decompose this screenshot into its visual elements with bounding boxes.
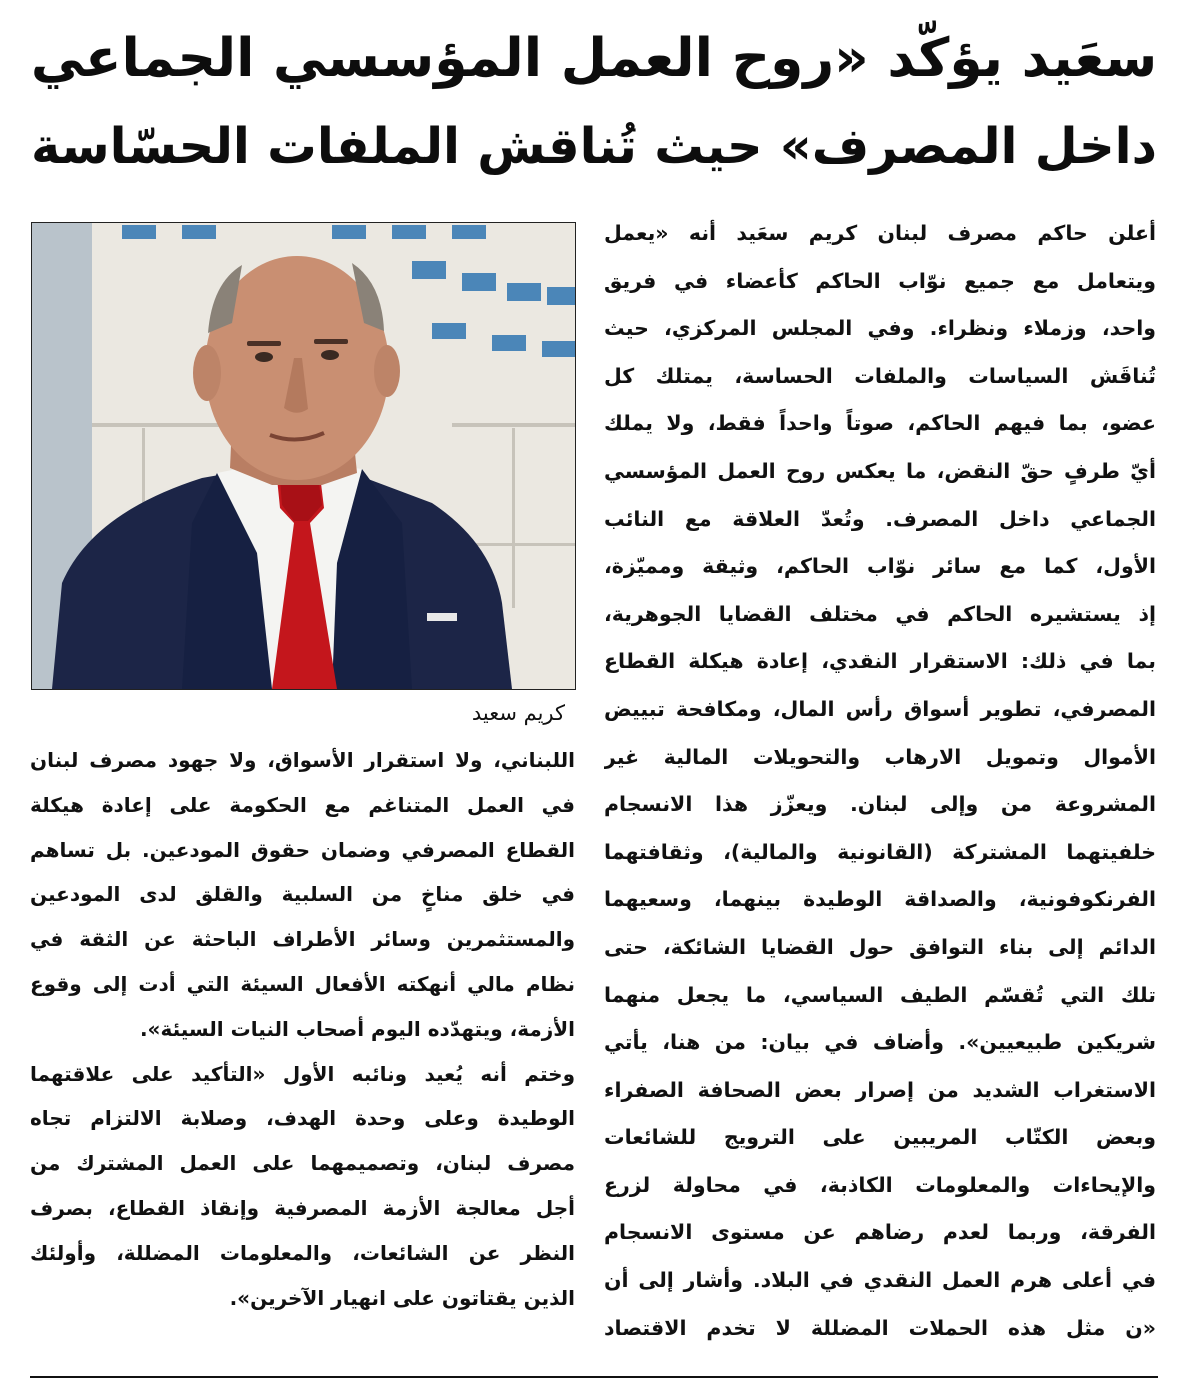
text-line: مصرف لبنان، وتصميمهما على العمل المشترك من	[30, 1151, 575, 1176]
right-ear	[374, 345, 400, 397]
text-line: الأموال وتمويل الارهاب والتحويلات المالية غير	[604, 744, 1156, 769]
text-line: والإيحاءات والمعلومات الكاذبة، في محاولة لزرع	[604, 1172, 1156, 1197]
text-line: تُناقَش السياسات والملفات الحساسة، يمتلك كل	[604, 363, 1156, 388]
left-eye	[255, 352, 273, 362]
text-line: الدائم إلى بناء التوافق حول القضايا الشائكة، حتى	[604, 934, 1156, 959]
text-line: في خلق مناخٍ من السلبية والقلق لدى المودعين	[30, 882, 575, 907]
right-eyebrow	[314, 339, 348, 344]
portrait-illustration	[32, 223, 575, 689]
text-line: الأول، كما مع سائر نوّاب الحاكم، وثيقة ومميّزة،	[604, 554, 1156, 579]
text-line: الذين يقتاتون على انهيار الآخرين».	[229, 1285, 575, 1310]
left-ear	[193, 345, 221, 401]
text-line: في العمل المتناغم مع الحكومة على إعادة هيكلة	[30, 792, 575, 817]
photo-caption: كريم سعيد	[471, 701, 565, 725]
text-line: أجل معالجة الأزمة المصرفية وإنقاذ القطاع، بصرف	[30, 1195, 575, 1220]
text-line: أيّ طرفٍ حقّ النقض، ما يعكس روح العمل المؤسسي	[604, 458, 1156, 483]
text-line: الأزمة، ويتهدّده اليوم أصحاب النيات السيئة».	[139, 1016, 575, 1041]
left-eyebrow	[247, 341, 281, 346]
text-line: الاستغراب الشديد من إصرار بعض الصحافة الصفراء	[604, 1077, 1156, 1102]
text-line: الفرقة، وربما لعدم رضاهم عن مستوى الانسجام	[604, 1220, 1156, 1245]
text-line: واحد، وزملاء ونظراء. وفي المجلس المركزي، حيث	[604, 316, 1156, 341]
text-line: المصرفي، تطوير أسواق رأس المال، ومكافحة تبييض	[604, 696, 1156, 721]
bottom-rule	[30, 1376, 1158, 1378]
text-line: والمستثمرين وسائر الأطراف الباحثة عن الثقة في	[30, 927, 575, 952]
text-line: شريكين طبيعيين». وأضاف في بيان: من هنا، يأتي	[604, 1030, 1156, 1055]
text-line: اللبناني، ولا استقرار الأسواق، ولا جهود مصرف لبنان	[30, 748, 575, 772]
text-line: خلفيتهما المشتركة (القانونية والمالية)، وثقافتهما	[604, 839, 1156, 864]
right-eye	[321, 350, 339, 360]
text-line: المشروعة من وإلى لبنان. ويعزّز هذا الانسجام	[604, 792, 1156, 817]
text-line: ويتعامل مع جميع نوّاب الحاكم كأعضاء في فريق	[604, 268, 1156, 293]
text-line: القطاع المصرفي وضمان حقوق المودعين. بل تساهم	[30, 837, 575, 862]
headline-line-2: داخل المصرف» حيث تُناقش الملفات الحسّاسة	[30, 117, 1157, 175]
article-column-right	[604, 210, 1156, 1370]
text-line: الوطيدة وعلى وحدة الهدف، وصلابة الالتزام تجاه	[30, 1106, 575, 1131]
text-line: الجماعي داخل المصرف. وتُعدّ العلاقة مع النائب	[604, 506, 1156, 531]
text-line: النظر عن الشائعات، والمعلومات المضللة، وأولئك	[30, 1240, 575, 1265]
text-line: نظام مالي أنهكته الأفعال السيئة التي أدت إلى وقوع	[30, 971, 575, 996]
article-column-left	[30, 738, 575, 1358]
headline-line-1: سعَيد يؤكّد «روح العمل المؤسسي الجماعي	[30, 26, 1158, 89]
headline	[30, 14, 1158, 190]
text-line: أعلن حاكم مصرف لبنان كريم سعَيد أنه «يعمل	[604, 221, 1156, 245]
text-line: «ن مثل هذه الحملات المضللة لا تخدم الاقتصاد	[604, 1315, 1156, 1340]
text-line: وختم أنه يُعيد ونائبه الأول «التأكيد على علاقتهما	[30, 1061, 575, 1086]
text-line: في أعلى هرم العمل النقدي في البلاد. وأشار إلى أن	[604, 1268, 1156, 1293]
text-line: وبعض الكتّاب المريبين على الترويج للشائعات	[604, 1125, 1156, 1150]
text-line: تلك التي تُقسّم الطيف السياسي، ما يجعل منهما	[604, 982, 1156, 1007]
text-line: الفرنكوفونية، والصداقة الوطيدة بينهما، وسعيهما	[604, 887, 1156, 912]
text-line: بما في ذلك: الاستقرار النقدي، إعادة هيكلة القطاع	[604, 649, 1156, 674]
text-line: عضو، بما فيهم الحاكم، صوتاً واحداً فقط، ولا يملك	[604, 411, 1156, 436]
text-line: إذ يستشيره الحاكم في مختلف القضايا الجوهرية،	[604, 601, 1156, 626]
portrait-photo	[31, 222, 576, 690]
pocket-square	[427, 613, 457, 621]
